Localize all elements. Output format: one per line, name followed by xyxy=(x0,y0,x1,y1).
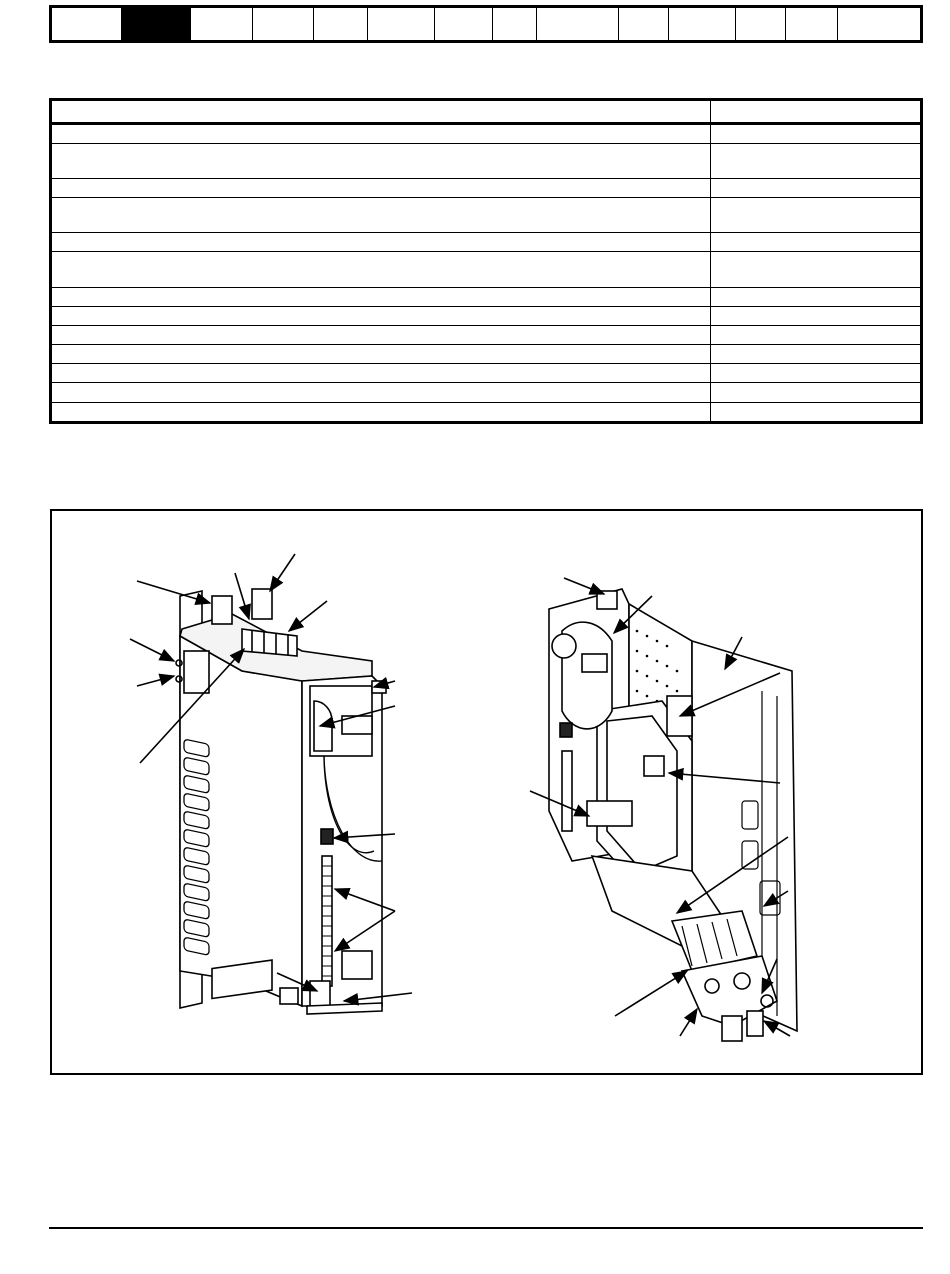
table-row xyxy=(52,307,920,326)
table-row xyxy=(52,179,920,198)
nav-tab[interactable] xyxy=(435,8,493,40)
table-row xyxy=(52,198,920,233)
table-row xyxy=(52,125,920,144)
section-navigation-bar xyxy=(49,5,923,43)
nav-tab[interactable] xyxy=(838,8,920,40)
nav-tab[interactable] xyxy=(191,8,253,40)
table-row xyxy=(52,252,920,288)
table-row xyxy=(52,144,920,179)
nav-tab[interactable] xyxy=(669,8,737,40)
table-row xyxy=(52,288,920,307)
table-column-divider xyxy=(710,101,711,421)
nav-tab[interactable] xyxy=(368,8,435,40)
drive-illustration-figure xyxy=(50,509,923,1075)
table-row xyxy=(52,383,920,403)
specification-table xyxy=(49,98,923,424)
nav-tab[interactable] xyxy=(493,8,537,40)
table-row xyxy=(52,326,920,345)
nav-tab[interactable] xyxy=(314,8,368,40)
table-row xyxy=(52,345,920,364)
table-row xyxy=(52,364,920,383)
nav-tab[interactable] xyxy=(786,8,838,40)
table-header-row xyxy=(52,101,920,125)
nav-tab[interactable] xyxy=(537,8,619,40)
nav-tab[interactable] xyxy=(736,8,786,40)
table-row xyxy=(52,403,920,421)
footer-divider xyxy=(49,1227,923,1229)
nav-tab-active[interactable] xyxy=(122,8,191,40)
nav-tab[interactable] xyxy=(52,8,122,40)
table-row xyxy=(52,233,920,252)
nav-tab[interactable] xyxy=(619,8,669,40)
nav-tab[interactable] xyxy=(253,8,315,40)
drive-views-drawing xyxy=(52,511,920,1072)
drive-front-view xyxy=(176,589,386,1014)
